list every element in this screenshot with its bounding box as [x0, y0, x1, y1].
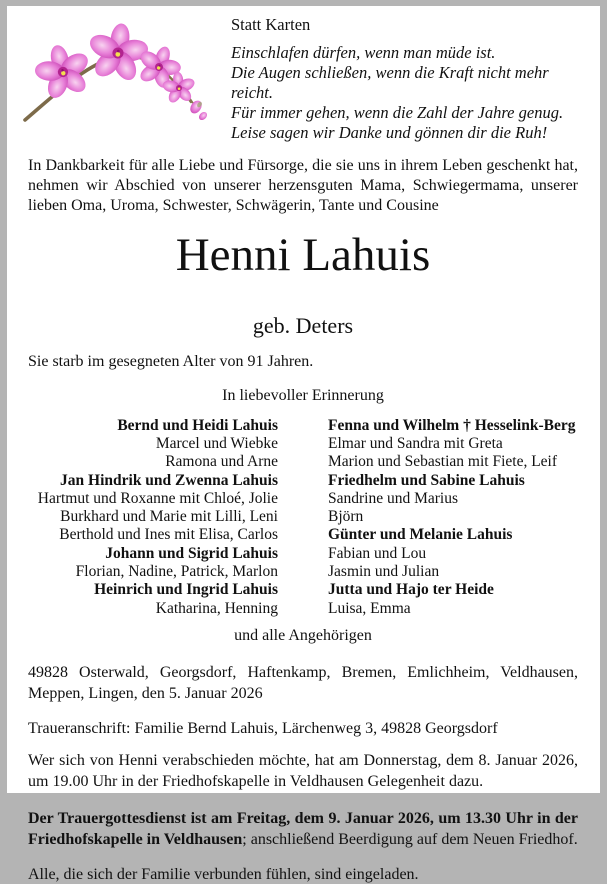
- intro-paragraph: In Dankbarkeit für alle Liebe und Fürsorge, die sie uns in ihrem Leben geschenkt hat, nehmen wir Abschied von unserer herzensguten Mama, Schwiegermama, unserer lieben Oma, Uroma, Schwester, Schwägerin, Tante und Cousine: [28, 156, 578, 215]
- mourner-name: Ramona und Arne: [28, 453, 278, 471]
- poem-line-1: Einschlafen dürfen, wenn man müde ist.: [231, 43, 578, 63]
- deceased-name: Henni Lahuis: [28, 231, 578, 281]
- header-text: [231, 12, 578, 143]
- remembrance-heading: In liebevoller Erinnerung: [28, 387, 578, 405]
- statt-karten-label: Statt Karten: [231, 12, 578, 35]
- mourner-name: Hartmut und Roxanne mit Chloé, Jolie: [28, 490, 278, 508]
- orchid-flower-image: [15, 14, 220, 126]
- birth-name: geb. Deters: [28, 313, 578, 339]
- age-line: Sie starb im gesegneten Alter von 91 Jahren.: [28, 353, 578, 371]
- mourner-name: Elmar und Sandra mit Greta: [328, 435, 578, 453]
- mourner-name: Katharina, Henning: [28, 600, 278, 618]
- mourner-name: Burkhard und Marie mit Lilli, Leni: [28, 508, 278, 526]
- mourner-name: Friedhelm und Sabine Lahuis: [328, 472, 578, 490]
- mourner-name: Sandrine und Marius: [328, 490, 578, 508]
- mourner-name: Marion und Sebastian mit Fiete, Leif: [328, 453, 578, 471]
- mourner-name: Fenna und Wilhelm † Hesselink-Berg: [328, 417, 578, 435]
- mourner-name: Jasmin und Julian: [328, 563, 578, 581]
- service-bold-text: Der Trauergottesdienst ist am Freitag, dem 9. Januar 2026, um 13.30 Uhr in der Friedhofskapelle in Veldhausen: [28, 810, 578, 848]
- mourner-name: Berthold und Ines mit Elisa, Carlos: [28, 526, 278, 544]
- header-row: [28, 12, 578, 143]
- mourner-name: Florian, Nadine, Patrick, Marlon: [28, 563, 278, 581]
- mourner-name: Jutta und Hajo ter Heide: [328, 581, 578, 599]
- mourner-name: Luisa, Emma: [328, 600, 578, 618]
- invitation-line: Alle, die sich der Familie verbunden fühlen, sind eingeladen.: [28, 866, 578, 884]
- service-regular-text: ; anschließend Beerdigung auf dem Neuen Friedhof.: [242, 831, 577, 848]
- mourner-name: Johann und Sigrid Lahuis: [28, 545, 278, 563]
- mourner-name: Marcel und Wiebke: [28, 435, 278, 453]
- mourners-closing: und alle Angehörigen: [28, 627, 578, 645]
- mourner-name: Günter und Melanie Lahuis: [328, 526, 578, 544]
- mourner-name: Jan Hindrik und Zwenna Lahuis: [28, 472, 278, 490]
- memorial-poem: [231, 43, 578, 143]
- mourner-name: Fabian und Lou: [328, 545, 578, 563]
- poem-line-3: Für immer gehen, wenn die Zahl der Jahre genug.: [231, 103, 578, 123]
- mourners-list: [28, 417, 578, 618]
- mourner-name: Heinrich und Ingrid Lahuis: [28, 581, 278, 599]
- poem-line-4: Leise sagen wir Danke und gönnen dir die Ruh!: [231, 123, 578, 143]
- mourner-name: Björn: [328, 508, 578, 526]
- farewell-paragraph: Wer sich von Henni verabschieden möchte, hat am Donnerstag, dem 8. Januar 2026, um 19.00 Uhr in der Friedhofskapelle in Veldhausen Gelegenheit dazu.: [28, 750, 578, 792]
- service-paragraph: [28, 808, 578, 850]
- obituary-card: [7, 6, 600, 793]
- places-and-date: 49828 Osterwald, Georgsdorf, Haftenkamp, Bremen, Emlichheim, Veldhausen, Meppen, Lingen, den 5. Januar 2026: [28, 662, 578, 704]
- mourner-name: Bernd und Heidi Lahuis: [28, 417, 278, 435]
- poem-line-2: Die Augen schließen, wenn die Kraft nicht mehr reicht.: [231, 63, 578, 103]
- mourning-address: Traueranschrift: Familie Bernd Lahuis, Lärchenweg 3, 49828 Georgsdorf: [28, 720, 578, 738]
